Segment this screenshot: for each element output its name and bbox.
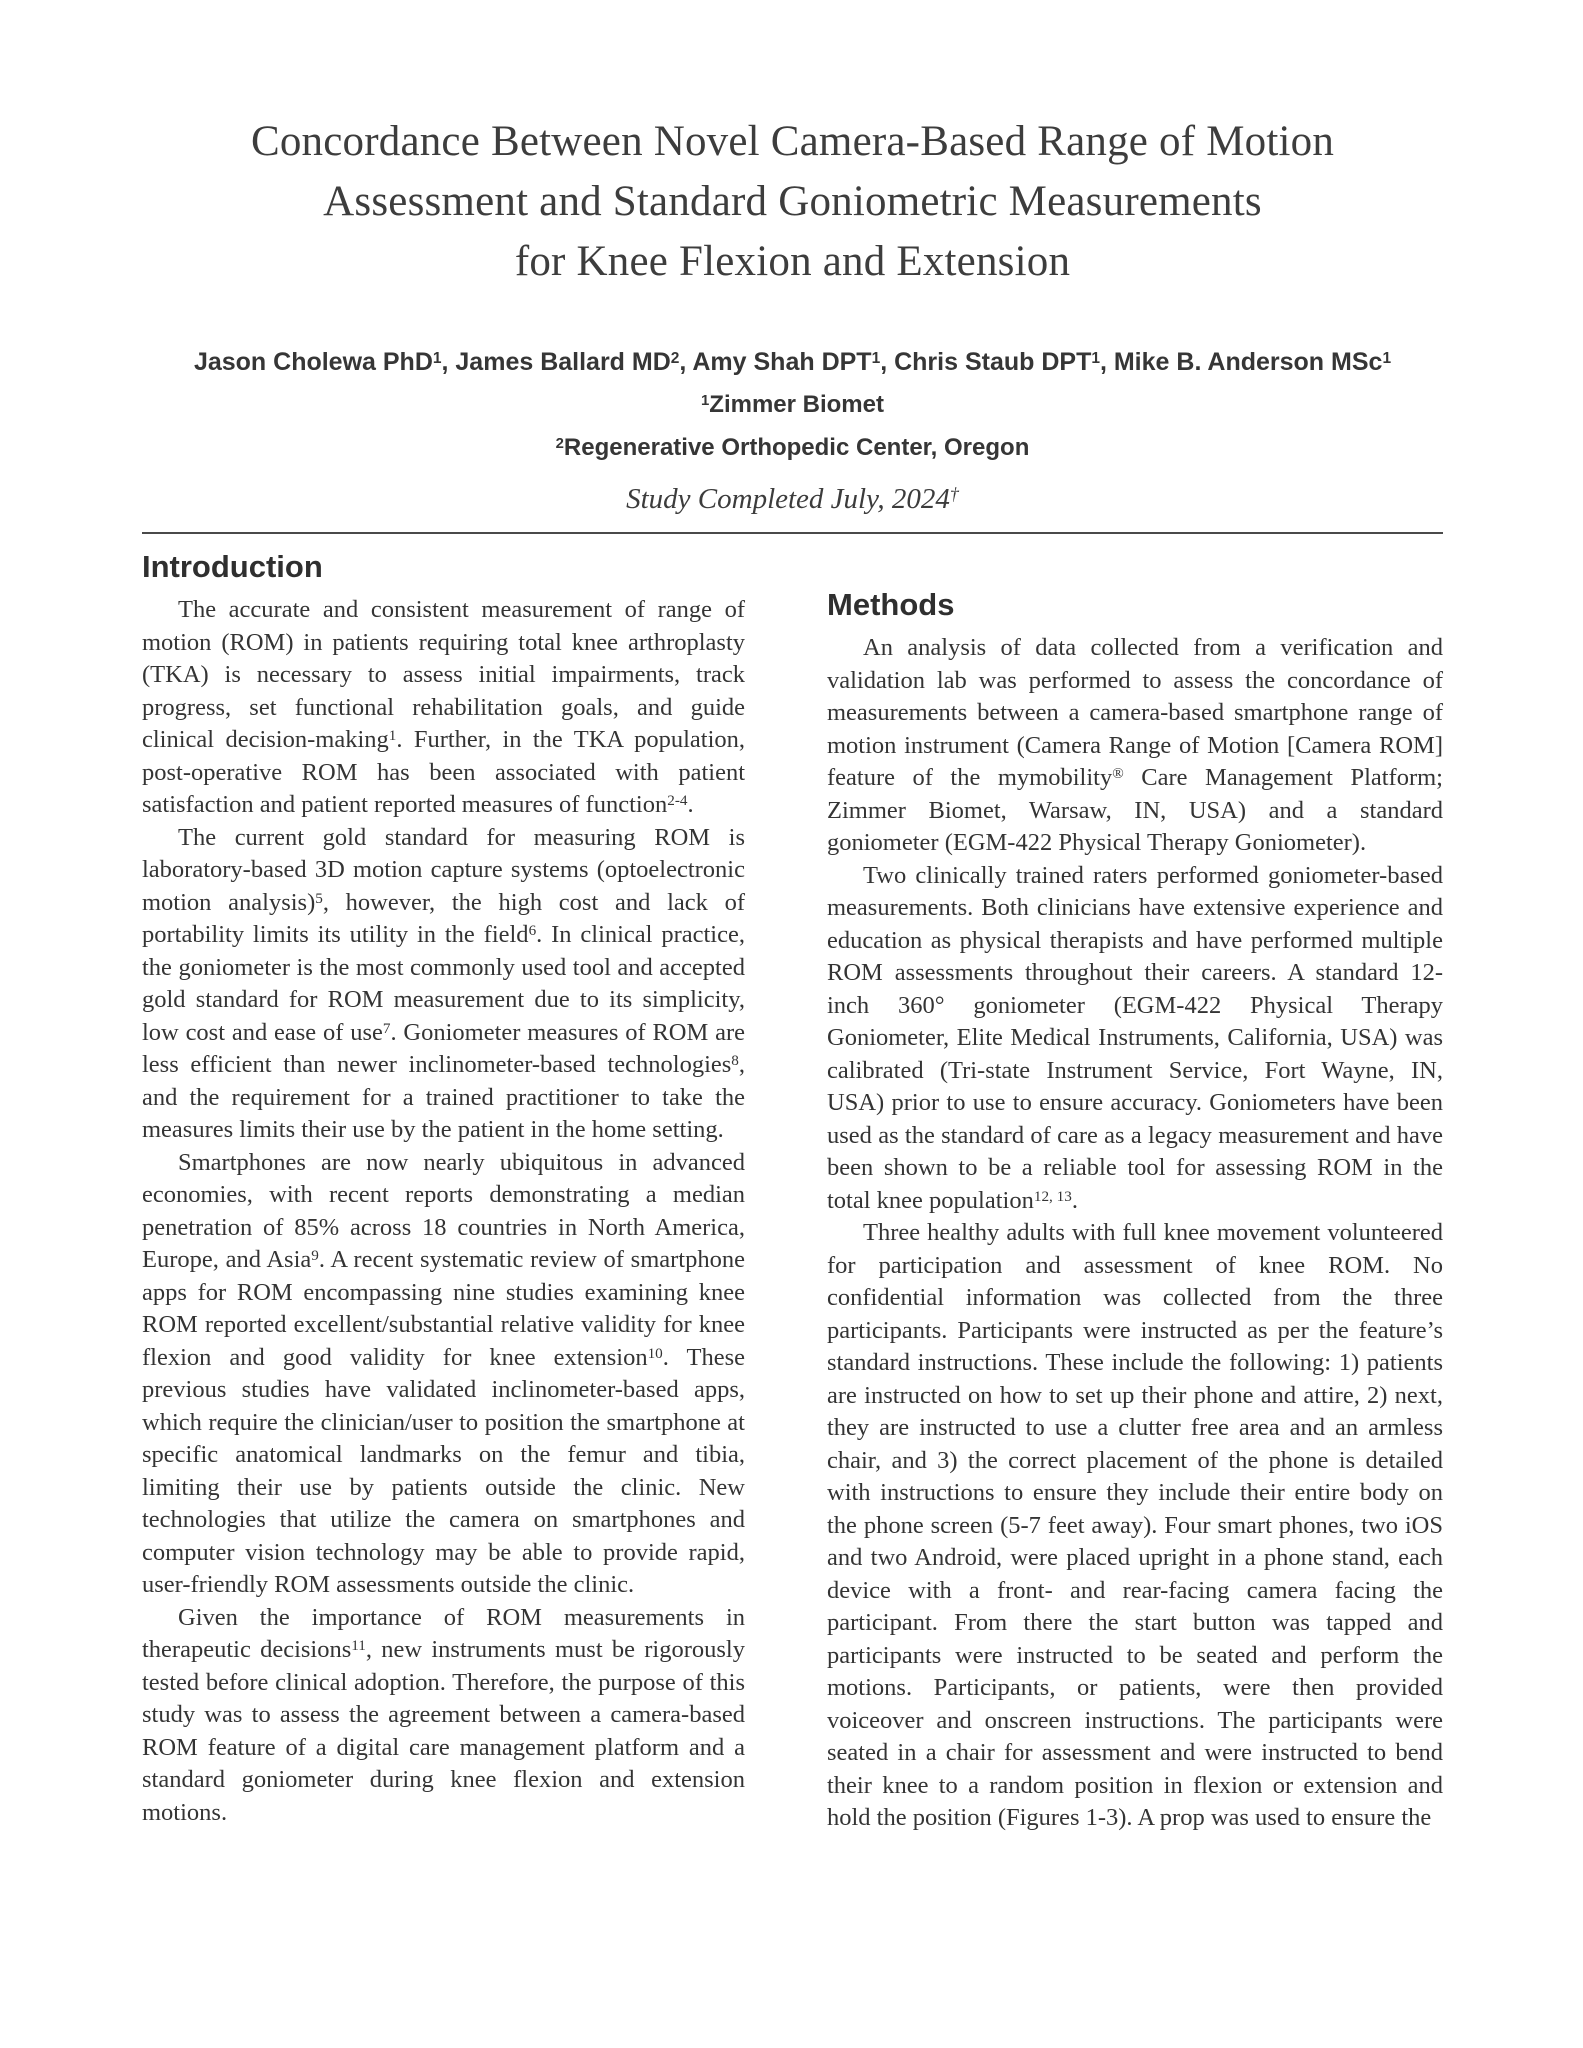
study-completed-note: Study Completed July, 2024†	[626, 483, 959, 515]
methods-paragraph: An analysis of data collected from a verification and validation lab was performed to assess the concordance of measurements between a camera-based smartphone range of motion instrument (Camera Range of Motion [Camera ROM] feature of the mymobility® Care Management Platform; Zimmer Biomet, Warsaw, IN, USA) and a standard goniometer (EGM-422 Physical Therapy Goniometer).	[827, 634, 1443, 856]
affiliation-zimmer-biomet: $^1$Zimmer Biomet	[701, 391, 884, 418]
introduction-section	[142, 548, 745, 1835]
affiliation-regenerative-orthopedic: $^2$Regenerative Orthopedic Center, Oregon	[555, 434, 1030, 461]
two-column-body	[142, 548, 1443, 1835]
introduction-paragraph: The current gold standard for measuring ROM is laboratory-based 3D motion capture systems (optoelectronic motion analysis)$^5$, however, the high cost and lack of portability limits its utility in the field$^6$. In clinical practice, the goniometer is the most commonly used tool and accepted gold standard for ROM measurement due to its simplicity, low cost and ease of use$^7$. Goniometer measures of ROM are less efficient than newer inclinometer-based technologies$^8$, and the requirement for a trained practitioner to take the measures limits their use by the patient in the home setting.	[142, 823, 745, 1143]
header-divider	[142, 532, 1443, 534]
methods-paragraph: Two clinically trained raters performed goniometer-based measurements. Both clinicians have extensive experience and education as physical therapists and have performed multiple ROM assessments throughout their careers. A standard 12-inch 360° goniometer (EGM-422 Physical Therapy Goniometer, Elite Medical Instruments, California, USA) was calibrated (Tri-state Instrument Service, Fort Wayne, IN, USA) prior to use to ensure accuracy. Goniometers have been used as the standard of care as a legacy measurement and have been shown to be a reliable tool for assessing ROM in the total knee population$^{12, 13}$.	[827, 861, 1443, 1214]
authors-line: Jason Cholewa PhD$^1$, James Ballard $MD^2$, Amy Shah DPT$^1$, Chris Staub DPT$^1$, Mike B. Anderson MSc$^1$	[193, 348, 1392, 376]
paper-header	[142, 0, 1443, 517]
title-line-3: for Knee Flexion and Extension	[514, 238, 1071, 285]
introduction-paragraph: The accurate and consistent measurement of range of motion (ROM) in patients requiring total knee arthroplasty (TKA) is necessary to assess initial impairments, track progress, set functional rehabilitation goals, and guide clinical decision-making$^1$. Further, in the TKA population, post-operative ROM has been associated with patient satisfaction and patient reported measures of function$^{2-4}$.	[142, 596, 746, 818]
introduction-heading: Introduction	[142, 549, 323, 584]
methods-section	[827, 548, 1443, 1835]
introduction-paragraph: Given the importance of ROM measurements in therapeutic decisions$^{11}$, new instruments must be rigorously tested before clinical adoption. Therefore, the purpose of this study was to assess the agreement between a camera-based ROM feature of a digital care management platform and a standard goniometer during knee flexion and extension motions.	[142, 1603, 745, 1826]
page-title	[142, 0, 1443, 292]
column-gutter	[745, 548, 827, 1835]
methods-heading: Methods	[827, 587, 955, 622]
introduction-paragraph: Smartphones are now nearly ubiquitous in advanced economies, with recent reports demonstrating a median penetration of 85% across 18 countries in North America, Europe, and Asia$^9$. A recent systematic review of smartphone apps for ROM encompassing nine studies examining knee ROM reported excellent/substantial relative validity for knee flexion and good validity for knee extension$^{10}$. These previous studies have validated inclinometer-based apps, which require the clinician/user to position the smartphone at specific anatomical landmarks on the femur and tibia, limiting their use by patients outside the clinic. New technologies that utilize the camera on smartphones and computer vision technology may be able to provide rapid, user-friendly ROM assessments outside the clinic.	[142, 1148, 745, 1598]
methods-paragraph: Three healthy adults with full knee movement volunteered for participation and assessment of knee ROM. No confidential information was collected from the three participants. Participants were instructed as per the feature’s standard instructions. These include the following: 1) patients are instructed on how to set up their phone and attire, 2) next, they are instructed to use a clutter free area and an armless chair, and 3) the correct placement of the phone is detailed with instructions to ensure they include their entire body on the phone screen (5-7 feet away). Four smart phones, two iOS and two Android, were placed upright in a phone stand, each device with a front- and rear-facing camera facing the participant. From there the start button was tapped and participants were instructed to be seated and perform the motions. Participants, or patients, were then provided voiceover and onscreen instructions. The participants were seated in a chair for assessment and were instructed to bend their knee to a random position in flexion or extension and hold the position (Figures 1-3). A prop was used to ensure the	[827, 1219, 1443, 1831]
title-line-2: Assessment and Standard Goniometric Measurements	[323, 178, 1262, 225]
title-line-1: Concordance Between Novel Camera-Based Range of Motion	[250, 118, 1335, 165]
